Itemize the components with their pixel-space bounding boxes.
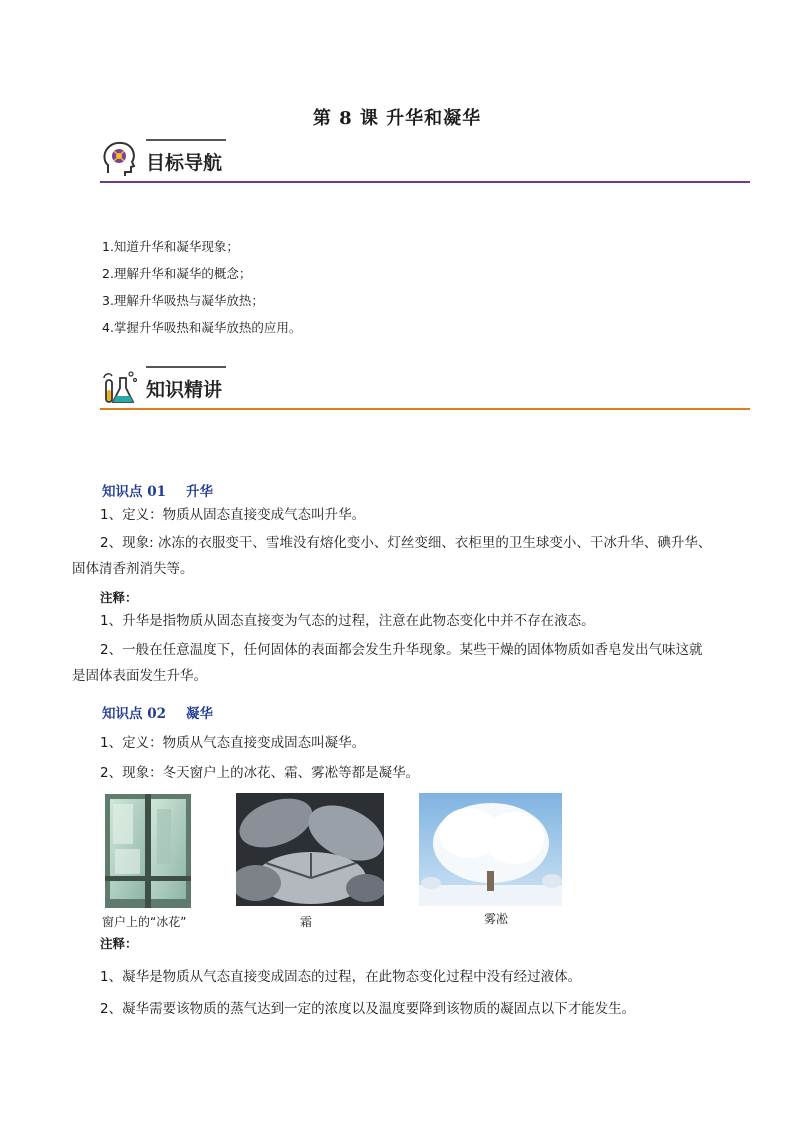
paragraph-definition [72,730,732,756]
note-text: 1、升华是指物质从固态直接变为气态的过程，注意在此物态变化中并不存在液态。 [100,613,595,629]
paragraph-note [72,996,732,1022]
phenomenon-text: 固体清香剂消失等。 [72,561,194,577]
section-title-knowledge: 知识精讲 [146,379,223,401]
phenomenon-text: 2、现象: 冰冻的衣服变干、雪堆没有熔化变小、灯丝变细、衣柜里的卫生球变小、干冰升华、碘升华、 [100,535,712,551]
paragraph-phenomenon [72,530,732,582]
frost-leaves-photo [236,793,384,906]
definition-text: 1、定义：物质从固态直接变成气态叫升华。 [100,507,366,523]
knowledge-point-title [102,702,213,722]
lab-flask-icon [100,366,140,406]
note-text: 1、凝华是物质从气态直接变成固态的过程，在此物态变化过程中没有经过液体。 [100,969,582,985]
paragraph-definition [72,502,732,528]
kp-code: 知识点 01 [102,484,166,500]
section-rule [100,181,750,183]
goal-list [102,233,301,341]
note-label: 注释： [100,936,138,951]
kp-name: 凝华 [186,706,213,722]
section-header-knowledge [100,366,750,410]
window-frost-photo [105,794,191,908]
phenomenon-text: 2、现象：冬天窗户上的冰花、霜、雾凇等都是凝华。 [100,765,420,781]
note-text: 2、凝华需要该物质的蒸气达到一定的浓度以及温度要降到该物质的凝固点以下才能发生。 [100,1001,636,1017]
goal-item: 4.掌握升华吸热和凝华放热的应用。 [102,320,302,335]
rime-tree-photo [419,793,562,906]
photo-caption: 雾凇 [484,912,509,926]
section-header-goals [100,139,750,183]
kp-name: 升华 [186,484,213,500]
section-title-goals: 目标导航 [146,152,223,174]
goal-item: 1.知道升华和凝华现象； [102,239,239,254]
section-rule [100,408,750,410]
paragraph-phenomenon [72,760,732,786]
brain-gear-icon [100,139,140,179]
goal-item: 3.理解升华吸热与凝华放热； [102,293,264,308]
paragraph-note [72,608,732,634]
photo-caption: 窗户上的“冰花” [102,915,187,929]
note-text: 是固体表面发生升华。 [72,668,207,684]
photo-caption: 霜 [300,915,313,929]
note-text: 2、一般在任意温度下，任何固体的表面都会发生升华现象。某些干燥的固体物质如香皂发出气味这就 [100,642,703,658]
header-accent-bar [146,139,226,141]
paragraph-note [72,964,732,990]
note-label: 注释： [100,590,138,605]
header-accent-bar [146,366,226,368]
page-title: 第 8 课 升华和凝华 [312,108,482,129]
knowledge-point-title [102,480,213,500]
paragraph-note [72,637,732,689]
goal-item: 2.理解升华和凝华的概念； [102,266,252,281]
definition-text: 1、定义：物质从气态直接变成固态叫凝华。 [100,735,366,751]
kp-code: 知识点 02 [102,706,166,722]
